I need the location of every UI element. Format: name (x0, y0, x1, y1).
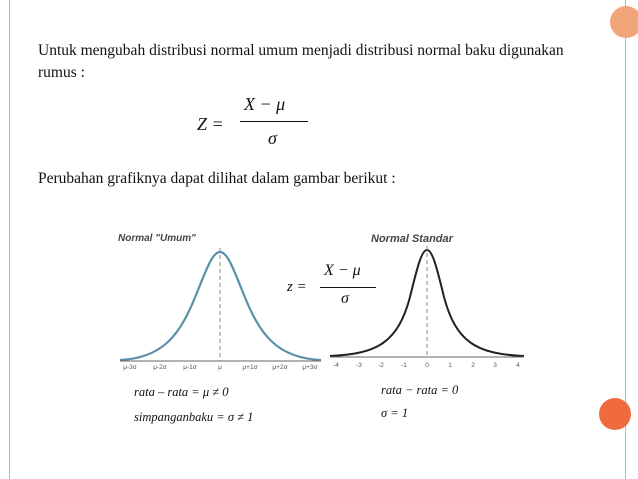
right-tick-label: -2 (378, 362, 384, 369)
formula-small-denominator: σ (341, 290, 349, 307)
intro-paragraph: Untuk mengubah distribusi normal umum menjadi distribusi normal baku digunakan rumus : (38, 42, 564, 81)
right-tick-label: 2 (471, 362, 475, 369)
left-tick-label: μ-2σ (153, 364, 167, 371)
decorative-orb-top (610, 6, 638, 38)
slide-frame-left (9, 0, 10, 479)
right-note-std: σ = 1 (381, 406, 409, 420)
left-chart-curve (118, 240, 323, 370)
left-tick-label: μ+3σ (302, 364, 318, 371)
right-chart-title: Normal Standar (371, 233, 453, 245)
right-tick-label: -3 (356, 362, 362, 369)
left-note-std: simpanganbaku = σ ≠ 1 (134, 410, 254, 424)
formula-main-numerator: X − μ (244, 94, 286, 114)
right-chart-tick-labels (328, 362, 526, 372)
right-tick-label: 3 (493, 362, 497, 369)
left-chart-tick-labels (118, 364, 323, 374)
right-chart-curve (328, 242, 526, 367)
right-tick-label: 1 (448, 362, 452, 369)
left-tick-label: μ-1σ (183, 364, 197, 371)
left-tick-label: μ (218, 364, 222, 371)
formula-main-denominator: σ (268, 128, 277, 148)
left-note-mean: rata – rata = μ ≠ 0 (134, 385, 229, 399)
left-tick-label: μ-3σ (123, 364, 137, 371)
formula-main-lhs: Z = (197, 114, 224, 134)
formula-small-lhs: z = (287, 279, 307, 295)
right-note-mean: rata − rata = 0 (381, 383, 459, 397)
graph-paragraph: Perubahan grafiknya dapat dilihat dalam gambar berikut : (38, 170, 396, 187)
right-tick-label: -1 (401, 362, 407, 369)
decorative-orb-bottom (599, 398, 631, 430)
formula-small-fraction-bar (320, 287, 376, 288)
right-tick-label: 4 (516, 362, 520, 369)
left-tick-label: μ+1σ (242, 364, 258, 371)
formula-small-numerator: X − μ (324, 262, 361, 279)
left-tick-label: μ+2σ (272, 364, 288, 371)
left-chart-title: Normal "Umum" (118, 233, 196, 244)
formula-main-fraction-bar (240, 121, 308, 122)
right-tick-label: 0 (425, 362, 429, 369)
right-tick-label: -4 (333, 362, 339, 369)
